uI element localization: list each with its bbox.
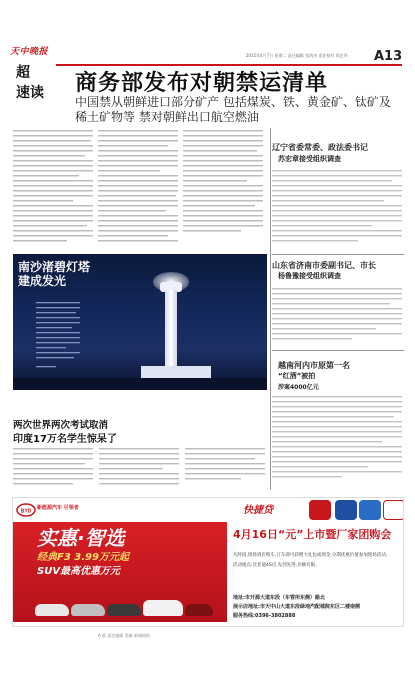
ad-cars-image [35, 582, 215, 618]
sidebar-story3-kicker: 越南河内市原第一名 [278, 361, 350, 370]
newspaper-logo: 天中晚报 [10, 47, 49, 57]
sidebar-story3-body [272, 394, 402, 486]
text-lines [13, 446, 267, 490]
lead-body-column-1 [13, 128, 93, 246]
ad-event-details-2: 活动地点:比亚迪4S店,先到先得,名额有限。 [233, 563, 320, 568]
page-footer: A 版 责任编辑 美编 新闻热线 [98, 633, 150, 638]
masthead [10, 44, 50, 104]
car-image [143, 600, 183, 616]
column-divider [270, 128, 271, 490]
ad-brand-tagline: 新能源汽车 引领者 [37, 505, 79, 511]
sidebar-story1-kicker: 辽宁省委常委、政法委书记 [272, 143, 368, 152]
sidebar-divider [272, 350, 404, 351]
ad-event-panel [227, 522, 404, 622]
ad-phone: 服务热线:0396-3802888 [233, 613, 296, 619]
photo-title-line2: 建成发光 [18, 274, 67, 288]
page-number: A13 [374, 49, 403, 64]
sidebar-story3-extra: 涉案4000亿元 [278, 384, 319, 391]
lead-body-column-2 [98, 128, 178, 246]
sidebar-story2-kicker: 山东省济南市委副书记、市长 [272, 261, 376, 270]
ad-address: 地址:市开源大道东段（车管所东侧）路北 [233, 595, 326, 601]
ad-showroom-address: 展示店地址:市天中山大道东段绿地汽配城院东区二楼南侧 [233, 604, 361, 610]
dateline: 2015年4月7日 星期二 责任编辑 张鸿杰 责任校对 胡艺华 [246, 53, 348, 58]
car-image [71, 604, 105, 616]
advertisement[interactable] [12, 497, 404, 627]
story2-headline-line2: 印度17万名学生惊呆了 [13, 434, 117, 445]
text-lines [183, 128, 263, 246]
lead-headline: 商务部发布对朝禁运清单 [75, 71, 329, 96]
ad-badge-text: 快捷贷 [243, 505, 273, 516]
sidebar-story3-title: “红酒”被拍 [278, 372, 316, 380]
ad-suv-offer: SUV最高优惠万元 [37, 566, 121, 577]
partner-logo-4-icon [383, 500, 404, 520]
sidebar-story1-body [272, 168, 402, 246]
text-lines [272, 168, 402, 246]
car-image [107, 604, 141, 616]
lighthouse-tower [165, 290, 177, 370]
lead-body-column-3 [183, 128, 263, 246]
partner-logo-1-icon [309, 500, 331, 520]
photo-title-line1: 南沙渚碧灯塔 [18, 260, 91, 274]
section-label-line1: 超 [16, 65, 30, 81]
lead-subhead-line1: 中国禁从朝鲜进口部分矿产 包括煤炭、铁、黄金矿、钛矿及 [75, 95, 391, 109]
photo-title [18, 260, 90, 288]
ad-event-title: 4月16日“元”上市暨厂家团购会 [233, 528, 392, 541]
text-lines [13, 128, 93, 246]
ad-promo-panel [13, 522, 227, 622]
sidebar-story2-body [272, 286, 402, 346]
section-label-line2: 速读 [16, 85, 44, 101]
sidebar-story1-title: 苏宏章接受组织调查 [278, 155, 341, 163]
ad-slogan: 实惠·智选 [37, 526, 125, 550]
lead-subhead-line2: 稀土矿物等 禁对朝鲜出口航空燃油 [75, 110, 259, 124]
story2-headline-line1: 两次世界两次考试取消 [13, 420, 109, 431]
text-lines [272, 286, 402, 346]
car-image [185, 604, 213, 616]
sidebar-divider [272, 254, 404, 255]
partner-logo-2-icon [335, 500, 357, 520]
photo-caption [36, 300, 82, 380]
byd-logo-icon [16, 503, 36, 517]
text-lines [98, 128, 178, 246]
story2-body [13, 446, 267, 490]
svg-text:BYD: BYD [20, 508, 32, 515]
ad-header-strip [13, 498, 404, 522]
text-lines [36, 300, 82, 380]
sidebar-story2-title: 杨鲁豫接受组织调查 [278, 272, 341, 280]
partner-logo-3-icon [359, 500, 381, 520]
ad-price: 经典F3 3.99万元起 [37, 552, 129, 563]
car-image [35, 604, 69, 616]
text-lines [272, 394, 402, 486]
ad-event-details-1: 凡时间,现场到店购车,订车即可获赠大礼包或现金,分期优惠价值参加现场活动。 [233, 553, 391, 558]
